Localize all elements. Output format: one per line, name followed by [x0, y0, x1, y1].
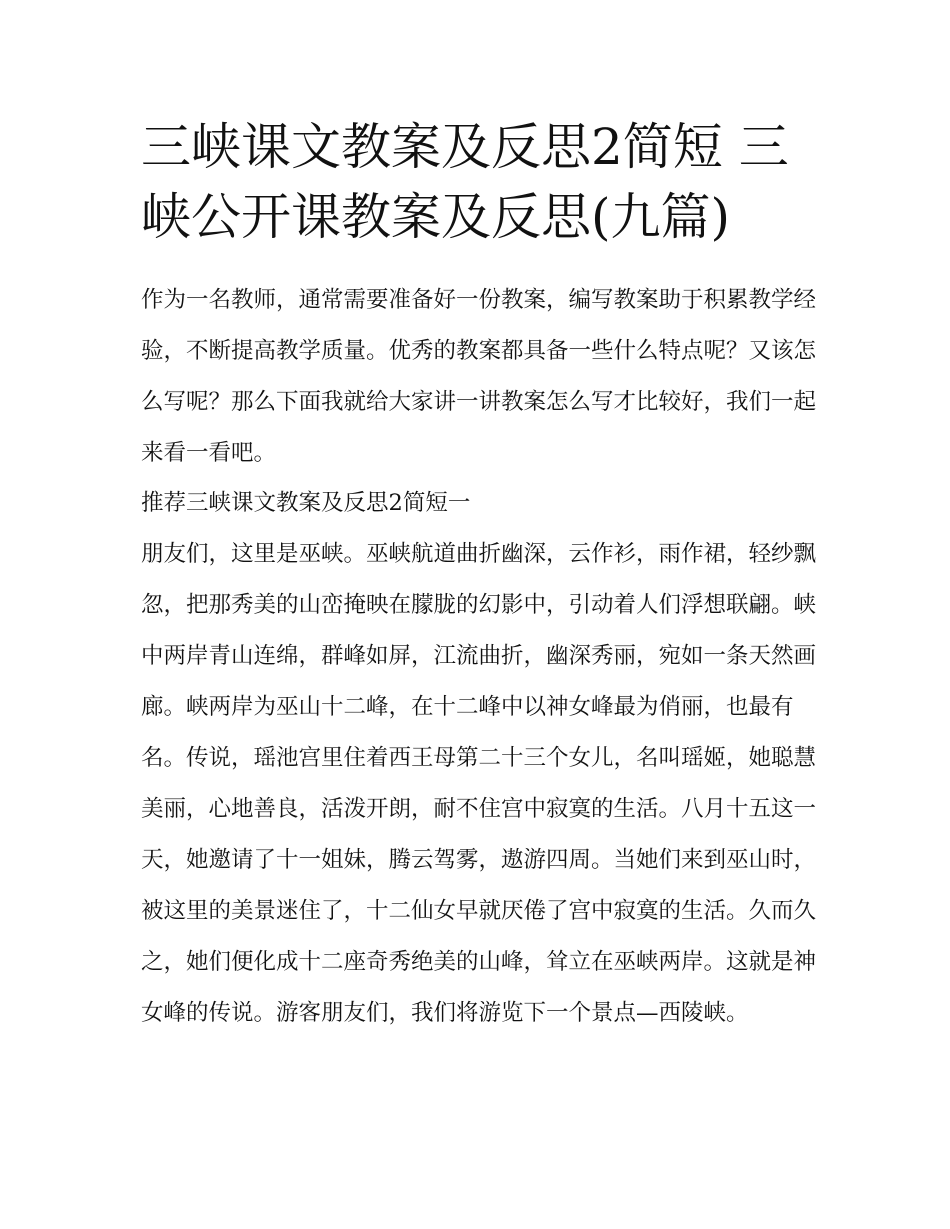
document-title: 三峡课文教案及反思2简短 三峡公开课教案及反思(九篇) — [141, 118, 789, 246]
section-subheading: 推荐三峡课文教案及反思2简短一 — [141, 490, 471, 516]
intro-paragraph: 作为一名教师，通常需要准备好一份教案，编写教案助于积累教学经验，不断提高教学质量。优秀的教案都具备一些什么特点呢？又该怎么写呢？那么下面我就给大家讲一讲教案怎么写才比较好，我们一起来看一看吧。 — [141, 287, 817, 466]
body-paragraph: 朋友们，这里是巫峡。巫峡航道曲折幽深，云作衫，雨作裙，轻纱飘忽，把那秀美的山峦掩映在朦胧的幻影中，引动着人们浮想联翩。峡中两岸青山连绵，群峰如屏，江流曲折，幽深秀丽，宛如一条天然画廊。峡两岸为巫山十二峰，在十二峰中以神女峰最为俏丽，也最有名。传说，瑶池宫里住着西王母第二十三个女儿，名叫瑶姬，她聪慧美丽，心地善良，活泼开朗，耐不住宫中寂寞的生活。八月十五这一天，她邀请了十一姐妹，腾云驾雾，遨游四周。当她们来到巫山时，被这里的美景迷住了，十二仙女早就厌倦了宫中寂寞的生活。久而久之，她们便化成十二座奇秀绝美的山峰，耸立在巫峡两岸。这就是神女峰的传说。游客朋友们，我们将游览下一个景点—西陵峡。 — [141, 541, 817, 1026]
